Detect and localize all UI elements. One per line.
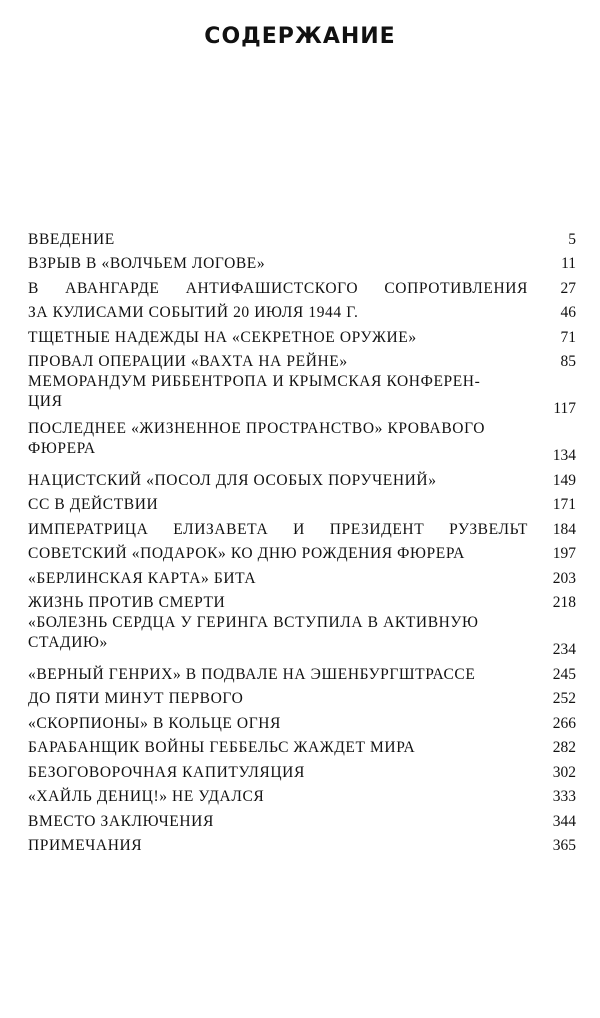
toc-entry bbox=[28, 564, 576, 589]
toc-entry-page-number: 197 bbox=[552, 545, 576, 562]
toc-entry bbox=[28, 540, 576, 565]
toc-entry-title: ПРИМЕЧАНИЯ bbox=[28, 837, 143, 854]
toc-entry-title: В АВАНГАРДЕ АНТИФАШИСТСКОГО СОПРОТИВЛЕНИЯ bbox=[28, 279, 528, 297]
toc-entry-page-number: 203 bbox=[552, 569, 576, 587]
toc-entry-page-number: 365 bbox=[552, 837, 576, 854]
toc-entry-page-number: 85 bbox=[560, 353, 576, 370]
toc-entry-title: ТЩЕТНЫЕ НАДЕЖДЫ НА «СЕКРЕТНОЕ ОРУЖИЕ» bbox=[28, 328, 417, 346]
toc-entry bbox=[28, 758, 576, 783]
toc-entry bbox=[28, 589, 576, 614]
toc-entry bbox=[28, 274, 576, 299]
toc-entry-page-number: 302 bbox=[552, 763, 576, 781]
toc-entry-title: ЖИЗНЬ ПРОТИВ СМЕРТИ bbox=[28, 594, 226, 611]
toc-entry-page-number: 171 bbox=[552, 496, 576, 513]
toc-entry-title: ВЗРЫВ В «ВОЛЧЬЕМ ЛОГОВЕ» bbox=[28, 255, 266, 272]
toc-entry bbox=[28, 419, 576, 466]
table-of-contents bbox=[28, 225, 576, 856]
toc-entry bbox=[28, 323, 576, 348]
toc-entry-title: «БЕРЛИНСКАЯ КАРТА» БИТА bbox=[28, 569, 257, 587]
toc-entry-title: «БОЛЕЗНЬ СЕРДЦА У ГЕРИНГА ВСТУПИЛА В АКТИВНУЮ СТАДИЮ» bbox=[28, 614, 479, 651]
toc-entry-page-number: 71 bbox=[560, 328, 576, 346]
toc-entry bbox=[28, 348, 576, 373]
page-title: СОДЕРЖАНИЕ bbox=[204, 24, 396, 49]
toc-entry-page-number: 184 bbox=[552, 520, 576, 538]
toc-entry-page-number: 344 bbox=[552, 812, 576, 830]
toc-entry-page-number: 266 bbox=[552, 714, 576, 732]
toc-entry-title: СС В ДЕЙСТВИИ bbox=[28, 496, 159, 513]
toc-entry bbox=[28, 685, 576, 710]
toc-entry bbox=[28, 491, 576, 516]
toc-entry-title: ПРОВАЛ ОПЕРАЦИИ «ВАХТА НА РЕЙНЕ» bbox=[28, 353, 348, 370]
toc-entry-title: ДО ПЯТИ МИНУТ ПЕРВОГО bbox=[28, 690, 244, 707]
toc-entry-title: «ХАЙЛЬ ДЕНИЦ!» НЕ УДАЛСЯ bbox=[28, 788, 265, 805]
toc-entry bbox=[28, 515, 576, 540]
toc-entry bbox=[28, 783, 576, 808]
toc-entry-page-number: 134 bbox=[552, 447, 576, 464]
toc-entry-title: ВВЕДЕНИЕ bbox=[28, 230, 115, 248]
toc-entry-page-number: 117 bbox=[553, 400, 576, 417]
toc-entry bbox=[28, 613, 576, 660]
toc-entry-title: ЗА КУЛИСАМИ СОБЫТИЙ 20 ИЮЛЯ 1944 Г. bbox=[28, 304, 359, 321]
toc-entry-title: ПОСЛЕДНЕЕ «ЖИЗНЕННОЕ ПРОСТРАНСТВО» КРОВАВОГО ФЮРЕРА bbox=[28, 420, 486, 457]
toc-entry bbox=[28, 807, 576, 832]
toc-entry-title: ВМЕСТО ЗАКЛЮЧЕНИЯ bbox=[28, 812, 214, 830]
toc-entry-page-number: 27 bbox=[560, 279, 576, 297]
toc-entry bbox=[28, 299, 576, 324]
toc-entry-page-number: 46 bbox=[560, 304, 576, 321]
toc-entry bbox=[28, 832, 576, 857]
toc-entry bbox=[28, 709, 576, 734]
toc-entry-title: НАЦИСТСКИЙ «ПОСОЛ ДЛЯ ОСОБЫХ ПОРУЧЕНИЙ» bbox=[28, 471, 437, 489]
toc-entry-page-number: 11 bbox=[561, 255, 576, 272]
toc-entry bbox=[28, 372, 576, 419]
toc-entry-page-number: 149 bbox=[552, 471, 576, 489]
toc-entry bbox=[28, 466, 576, 491]
toc-entry-page-number: 234 bbox=[552, 641, 576, 658]
toc-entry-page-number: 5 bbox=[568, 230, 576, 248]
toc-entry bbox=[28, 734, 576, 759]
toc-entry bbox=[28, 250, 576, 275]
toc-entry bbox=[28, 660, 576, 685]
toc-entry-title: «СКОРПИОНЫ» В КОЛЬЦЕ ОГНЯ bbox=[28, 714, 281, 732]
toc-entry-page-number: 282 bbox=[552, 739, 576, 756]
toc-entry-title: БЕЗОГОВОРОЧНАЯ КАПИТУЛЯЦИЯ bbox=[28, 763, 305, 781]
toc-entry-title: БАРАБАНЩИК ВОЙНЫ ГЕББЕЛЬС ЖАЖДЕТ МИРА bbox=[28, 739, 416, 756]
toc-entry-title: СОВЕТСКИЙ «ПОДАРОК» КО ДНЮ РОЖДЕНИЯ ФЮРЕРА bbox=[28, 545, 465, 562]
toc-entry-page-number: 218 bbox=[552, 594, 576, 611]
toc-entry-title: «ВЕРНЫЙ ГЕНРИХ» В ПОДВАЛЕ НА ЭШЕНБУРГШТРАССЕ bbox=[28, 665, 476, 683]
toc-entry-title: МЕМОРАНДУМ РИББЕНТРОПА И КРЫМСКАЯ КОНФЕРЕН- ЦИЯ bbox=[28, 373, 481, 410]
toc-entry-page-number: 252 bbox=[552, 690, 576, 707]
toc-entry-page-number: 245 bbox=[552, 665, 576, 683]
toc-entry bbox=[28, 225, 576, 250]
toc-entry-page-number: 333 bbox=[552, 788, 576, 805]
toc-entry-title: ИМПЕРАТРИЦА ЕЛИЗАВЕТА И ПРЕЗИДЕНТ РУЗВЕЛЬТ bbox=[28, 520, 528, 538]
